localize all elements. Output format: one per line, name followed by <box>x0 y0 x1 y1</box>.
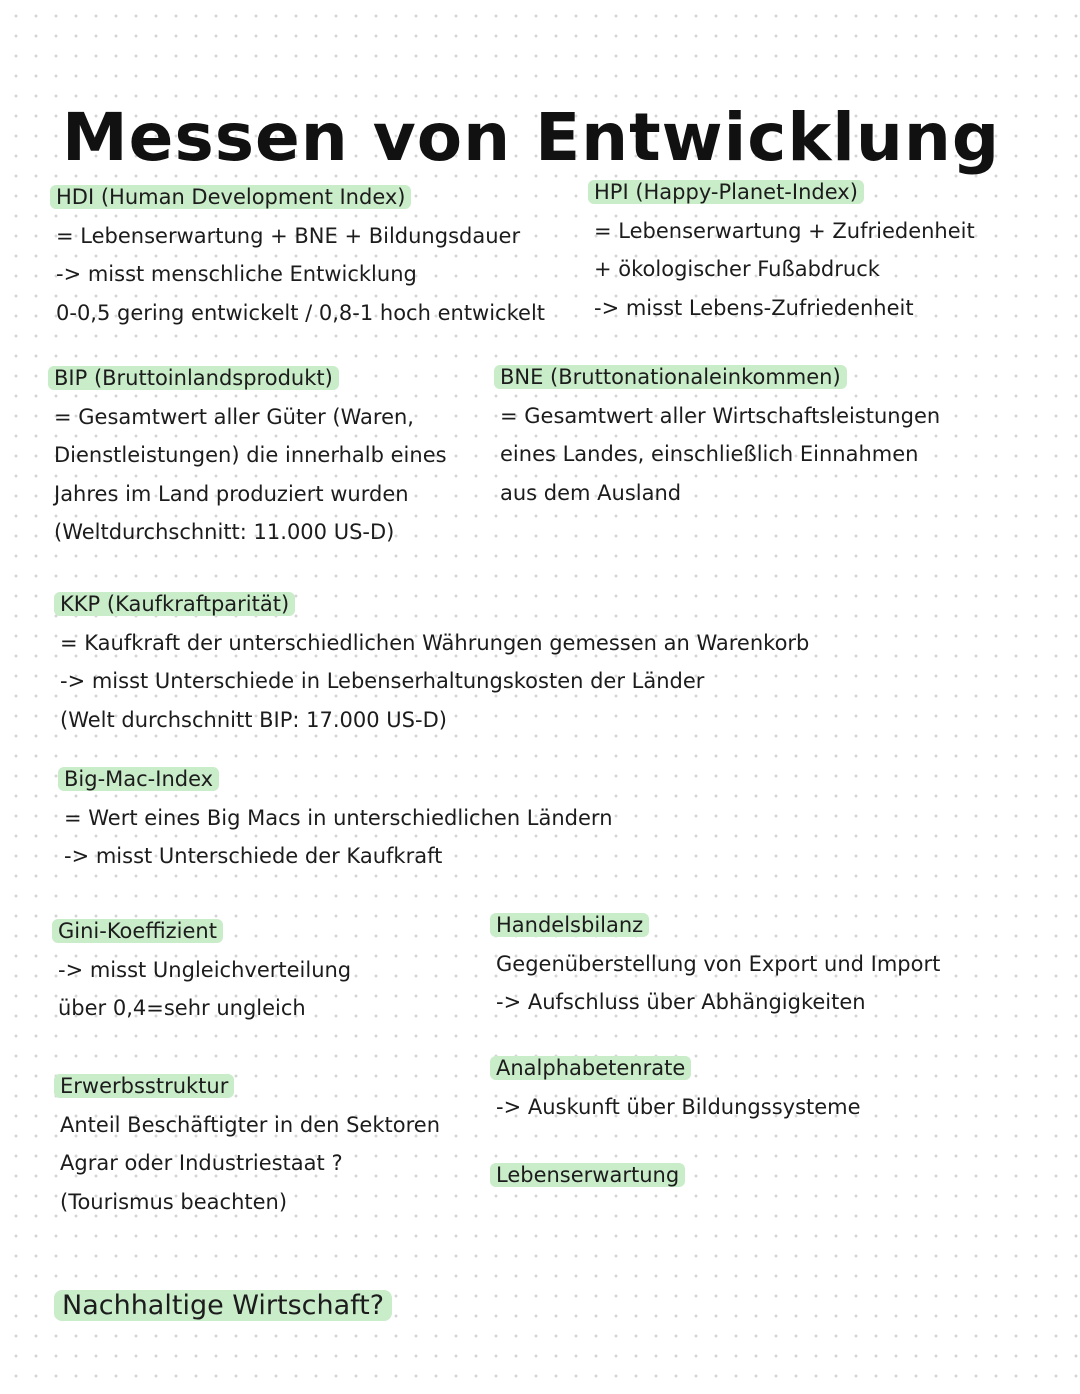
bip-line: Jahres im Land produziert wurden <box>54 481 409 506</box>
kkp-line: = Kaufkraft der unterschiedlichen Währungen gemessen an Warenkorb <box>60 630 810 655</box>
hpi-line: -> misst Lebens-Zufriedenheit <box>594 295 914 320</box>
erwerbsstruktur-line: Anteil Beschäftigter in den Sektoren <box>60 1112 440 1137</box>
bip-heading: BIP (Bruttoinlandsprodukt) <box>48 366 339 390</box>
page-title: Messen von Entwicklung <box>62 99 1001 177</box>
gini-heading: Gini-Koeffizient <box>52 919 223 943</box>
kkp-heading: KKP (Kaufkraftparität) <box>54 592 295 616</box>
bip-line: (Weltdurchschnitt: 11.000 US-D) <box>54 520 395 544</box>
bne-section <box>500 358 940 512</box>
handelsbilanz-line: -> Aufschluss über Abhängigkeiten <box>496 990 866 1014</box>
bigmac-line: -> misst Unterschiede der Kaufkraft <box>64 844 443 868</box>
lebenserwartung-section <box>496 1156 685 1195</box>
bip-line: Dienstleistungen) die innerhalb eines <box>54 443 447 467</box>
gini-line: über 0,4=sehr ungleich <box>58 996 306 1020</box>
bne-line: eines Landes, einschließlich Einnahmen <box>500 442 919 466</box>
kkp-line: -> misst Unterschiede in Lebenserhaltungskosten der Länder <box>60 669 705 693</box>
erwerbsstruktur-section <box>60 1067 440 1221</box>
hdi-line: 0-0,5 gering entwickelt / 0,8-1 hoch entwickelt <box>56 300 546 325</box>
bne-line: = Gesamtwert aller Wirtschaftsleistungen <box>500 403 941 428</box>
bigmac-section <box>64 760 613 876</box>
hdi-line: -> misst menschliche Entwicklung <box>56 262 417 286</box>
hdi-section <box>56 178 545 332</box>
bigmac-line: = Wert eines Big Macs in unterschiedlichen Ländern <box>64 805 613 830</box>
bip-section <box>54 359 447 552</box>
hpi-line: + ökologischer Fußabdruck <box>594 257 880 281</box>
hpi-section <box>594 173 975 327</box>
erwerbsstruktur-heading: Erwerbsstruktur <box>54 1074 234 1098</box>
hdi-heading: HDI (Human Development Index) <box>50 185 411 209</box>
erwerbsstruktur-line: (Tourismus beachten) <box>60 1189 288 1214</box>
lebenserwartung-heading: Lebenserwartung <box>490 1163 685 1187</box>
handelsbilanz-line: Gegenüberstellung von Export und Import <box>496 951 941 976</box>
gini-line: -> misst Ungleichverteilung <box>58 957 352 982</box>
closing-question: Nachhaltige Wirtschaft? <box>54 1290 392 1321</box>
analphabetenrate-line: -> Auskunft über Bildungssysteme <box>496 1094 861 1119</box>
kkp-section <box>60 585 809 739</box>
hpi-line: = Lebenserwartung + Zufriedenheit <box>594 218 975 243</box>
bip-line: = Gesamtwert aller Güter (Waren, <box>54 404 414 429</box>
handelsbilanz-heading: Handelsbilanz <box>490 913 649 937</box>
closing-question-section <box>62 1284 392 1328</box>
bigmac-heading: Big-Mac-Index <box>58 767 219 791</box>
handelsbilanz-section <box>496 906 940 1022</box>
gini-section <box>58 912 351 1028</box>
erwerbsstruktur-line: Agrar oder Industriestaat ? <box>60 1151 343 1175</box>
hdi-line: = Lebenserwartung + BNE + Bildungsdauer <box>56 223 521 248</box>
bne-line: aus dem Ausland <box>500 480 682 505</box>
analphabetenrate-heading: Analphabetenrate <box>490 1056 691 1080</box>
analphabetenrate-section <box>496 1049 861 1126</box>
kkp-line: (Welt durchschnitt BIP: 17.000 US-D) <box>60 707 447 732</box>
hpi-heading: HPI (Happy-Planet-Index) <box>588 180 864 204</box>
bne-heading: BNE (Bruttonationaleinkommen) <box>494 365 847 389</box>
